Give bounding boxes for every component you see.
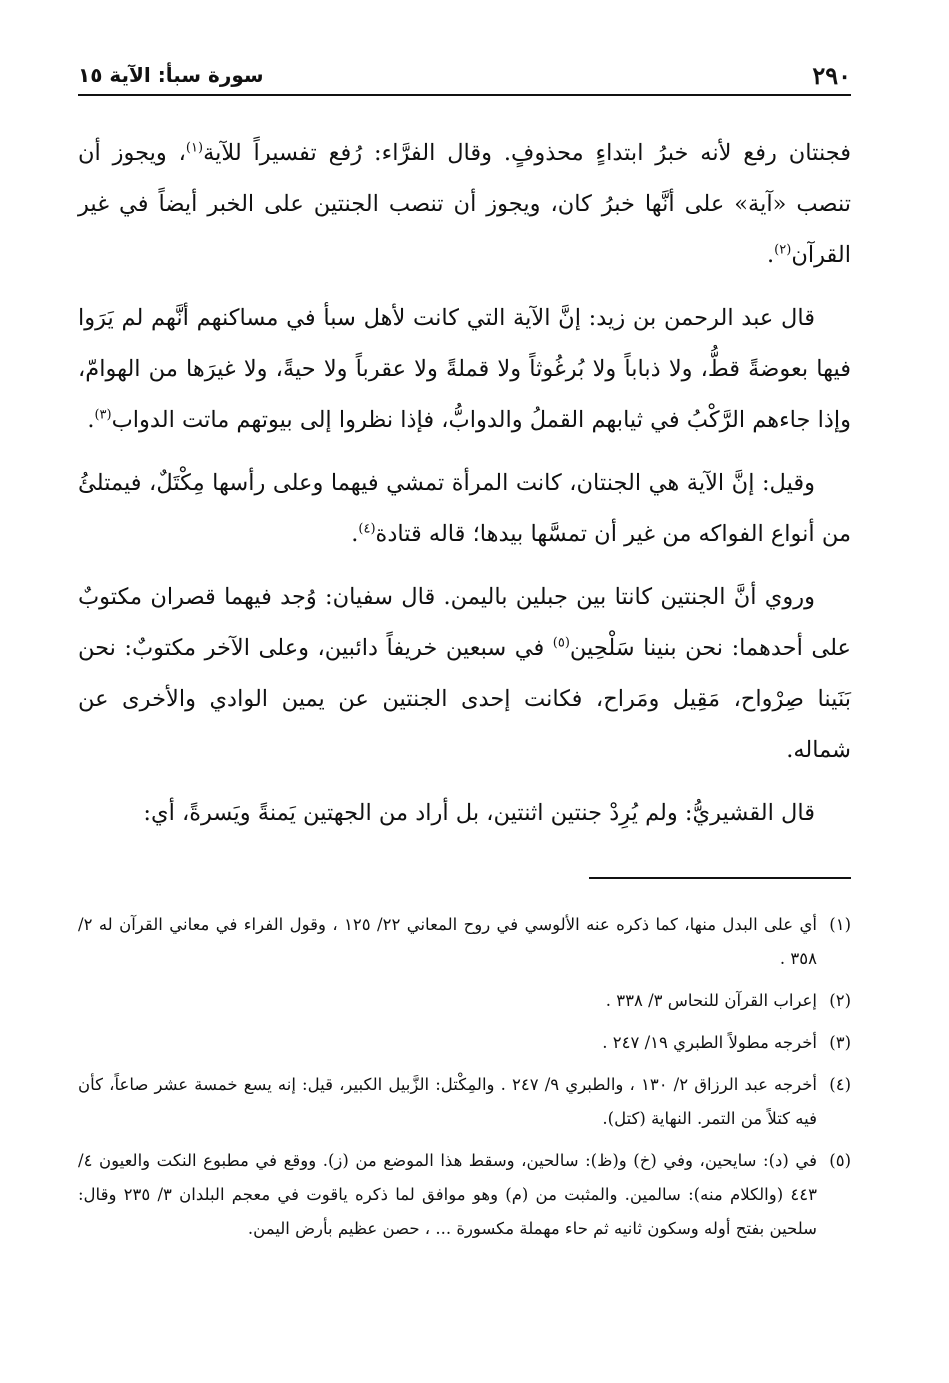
footnote-text: في (د): سايحين، وفي (خ) و(ظ): سالحين، وسقط هذا الموضع من (ز). ووقع في مطبوع النكت والعيون ٤/ ٤٤٣ (والكلام منه): سالمين. والمثبت من (م) وهو موافق لما ذكره ياقوت في معجم البلدان ٣/ ٢٣٥ وقال: سلحين بفتح أوله وسكون ثانيه ثم حاء مهملة مكسورة ... ، حصن عظيم بأرض اليمن.: [78, 1151, 817, 1238]
p1-text-b: ، ويجوز أن تنصب «آية» على أنَّها خبرُ كان، ويجوز أن تنصب الجنتين على الخبر أيضاً في غير القرآن: [78, 140, 851, 268]
paragraph-4: [78, 572, 851, 776]
footnote-text: أي على البدل منها، كما ذكره عنه الألوسي في روح المعاني ٢٢/ ١٢٥ ، وقول الفراء في معاني القرآن له ٢/ ٣٥٨ .: [78, 915, 817, 968]
footnote-ref-1: (١): [185, 140, 204, 156]
footnote-number: (٣): [829, 1033, 851, 1052]
p2-text-a: قال عبد الرحمن بن زيد: إنَّ الآية التي كانت لأهل سبأ في مساكنهم أنَّهم لم يَرَوا فيها بعوضةً قطُّ، ولا ذباباً ولا بُرغُوثاً ولا قملةً ولا عقرباً ولا حيةً، ولا غيرَها من الهوامّ، وإذا جاءهم الرَّكْبُ في ثيابهم القملُ والدوابُّ، فإذا نظروا إلى بيوتهم ماتت الدواب: [78, 305, 851, 433]
footnote-ref-2: (٢): [774, 242, 792, 258]
p1-text-a: فجنتان رفع لأنه خبرُ ابتداءٍ محذوفٍ. وقال الفرَّاء: رُفع تفسيراً للآية: [203, 140, 852, 166]
footnote-text: إعراب القرآن للنحاس ٣/ ٣٣٨ .: [605, 991, 817, 1010]
footnote-text: أخرجه عبد الرزاق ٢/ ١٣٠ ، والطبري ٩/ ٢٤٧ . والمِكْتل: الزَّبيل الكبير، قيل: إنه يسع خمسة عشر صاعاً، كأن فيه كتلاً من التمر. النهاية (كتل).: [78, 1075, 817, 1128]
page-number: ٢٩٠: [812, 60, 851, 90]
p1-text-c: .: [767, 242, 775, 268]
paragraph-5: قال القشيريُّ: ولم يُرِدْ جنتين اثنتين، بل أراد من الجهتين يَمنةً ويَسرةً، أي:: [143, 800, 815, 826]
footnotes: [78, 908, 851, 1254]
page-header: [78, 56, 851, 96]
footnote-ref-3: (٣): [94, 407, 112, 423]
p3-text-b: .: [351, 521, 359, 547]
footnote-text: أخرجه مطولاً الطبري ١٩/ ٢٤٧ .: [602, 1033, 817, 1052]
footnote-number: (٥): [829, 1151, 851, 1170]
footnote-1: [78, 908, 851, 976]
footnote-number: (١): [829, 915, 851, 934]
p2-text-b: .: [87, 407, 95, 433]
footnote-number: (٢): [829, 991, 851, 1010]
main-text: [78, 128, 851, 851]
footnote-number: (٤): [829, 1075, 851, 1094]
p4-text-b: في سبعين خريفاً دائبين، وعلى الآخر مكتوبٌ: نحن بَنَينا صِرْواح، مَقِيل ومَراح، فكانت إحدى الجنتين عن يمين الوادي والأخرى عن شماله.: [78, 635, 851, 763]
footnote-5: [78, 1144, 851, 1246]
footnote-ref-5: (٥): [552, 635, 570, 651]
footnote-3: [78, 1026, 851, 1060]
footnote-divider: [589, 877, 851, 879]
footnote-ref-4: (٤): [358, 521, 376, 537]
paragraph-3: [78, 458, 851, 560]
footnote-4: [78, 1068, 851, 1136]
running-title: سورة سبأ: الآية ١٥: [78, 63, 264, 87]
footnote-2: [78, 984, 851, 1018]
paragraph-1: [78, 128, 851, 281]
paragraph-2: [78, 293, 851, 446]
p4-text-a: وروي أنَّ الجنتين كانتا بين جبلين باليمن. قال سفيان: وُجد فيهما قصران مكتوبٌ على أحدهما: نحن بنينا سَلْحِين: [78, 584, 851, 661]
p3-text-a: وقيل: إنَّ الآية هي الجنتان، كانت المرأة تمشي فيهما وعلى رأسها مِكْتَلٌ، فيمتلئُ من أنواع الفواكه من غير أن تمسَّها بيدها؛ قاله قتادة: [78, 470, 851, 547]
